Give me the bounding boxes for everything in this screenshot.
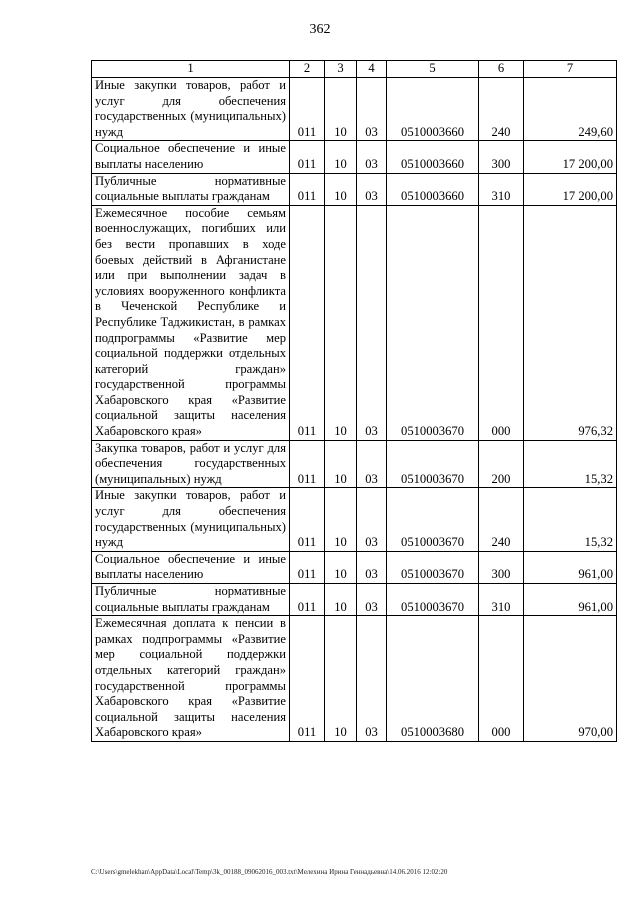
- row-target-cell: 0510003660: [387, 141, 479, 173]
- row-section-cell: 10: [325, 141, 357, 173]
- row-type-cell: 310: [479, 173, 524, 205]
- table-row: [92, 173, 617, 205]
- row-amount-cell: 249,60: [524, 78, 617, 141]
- row-amount-cell: 961,00: [524, 551, 617, 583]
- row-section-cell: 10: [325, 173, 357, 205]
- row-name-cell: Публичные нормативные социальные выплаты гражданам: [92, 584, 290, 616]
- row-type-cell: 000: [479, 616, 524, 742]
- page-number: 362: [309, 22, 331, 37]
- row-type-cell: 240: [479, 488, 524, 551]
- row-amount-cell: 17 200,00: [524, 173, 617, 205]
- row-type-cell: 300: [479, 141, 524, 173]
- table-row: [92, 78, 617, 141]
- row-type-cell: 240: [479, 78, 524, 141]
- row-code-cell: 011: [290, 173, 325, 205]
- row-section-cell: 10: [325, 616, 357, 742]
- row-code-cell: 011: [290, 78, 325, 141]
- table-body: [92, 78, 617, 742]
- row-target-cell: 0510003670: [387, 488, 479, 551]
- row-target-cell: 0510003680: [387, 616, 479, 742]
- column-header: 7: [524, 61, 617, 78]
- row-subsection-cell: 03: [357, 440, 387, 488]
- row-subsection-cell: 03: [357, 551, 387, 583]
- column-header: 3: [325, 61, 357, 78]
- table-row: [92, 616, 617, 742]
- row-name-cell: Иные закупки товаров, работ и услуг для обеспечения государственных (муниципальных) нужд: [92, 78, 290, 141]
- row-target-cell: 0510003670: [387, 205, 479, 440]
- row-code-cell: 011: [290, 205, 325, 440]
- row-code-cell: 011: [290, 551, 325, 583]
- row-section-cell: 10: [325, 440, 357, 488]
- row-type-cell: 000: [479, 205, 524, 440]
- column-header: 1: [92, 61, 290, 78]
- row-amount-cell: 976,32: [524, 205, 617, 440]
- row-amount-cell: 961,00: [524, 584, 617, 616]
- row-target-cell: 0510003660: [387, 78, 479, 141]
- row-subsection-cell: 03: [357, 205, 387, 440]
- row-subsection-cell: 03: [357, 488, 387, 551]
- table-row: [92, 141, 617, 173]
- row-code-cell: 011: [290, 616, 325, 742]
- row-subsection-cell: 03: [357, 173, 387, 205]
- table-row: [92, 205, 617, 440]
- row-amount-cell: 15,32: [524, 488, 617, 551]
- row-code-cell: 011: [290, 584, 325, 616]
- row-target-cell: 0510003670: [387, 551, 479, 583]
- row-code-cell: 011: [290, 141, 325, 173]
- table-row: [92, 551, 617, 583]
- row-section-cell: 10: [325, 584, 357, 616]
- row-subsection-cell: 03: [357, 78, 387, 141]
- row-name-cell: Закупка товаров, работ и услуг для обеспечения государственных (муниципальных) нужд: [92, 440, 290, 488]
- row-section-cell: 10: [325, 551, 357, 583]
- column-header: 6: [479, 61, 524, 78]
- row-name-cell: Ежемесячная доплата к пенсии в рамках подпрограммы «Развитие мер социальной поддержки отдельных категорий граждан» государственной программы Хабаровского края «Развитие социальной защиты населения Хабаровского края»: [92, 616, 290, 742]
- column-header: 2: [290, 61, 325, 78]
- row-name-cell: Социальное обеспечение и иные выплаты населению: [92, 141, 290, 173]
- row-name-cell: Публичные нормативные социальные выплаты гражданам: [92, 173, 290, 205]
- row-subsection-cell: 03: [357, 616, 387, 742]
- table-row: [92, 584, 617, 616]
- table-row: [92, 488, 617, 551]
- row-code-cell: 011: [290, 488, 325, 551]
- table-row: [92, 440, 617, 488]
- row-code-cell: 011: [290, 440, 325, 488]
- row-type-cell: 300: [479, 551, 524, 583]
- row-section-cell: 10: [325, 205, 357, 440]
- row-amount-cell: 15,32: [524, 440, 617, 488]
- row-name-cell: Ежемесячное пособие семьям военнослужащих, погибших или без вести пропавших в ходе боевых действий в Афганистане или при выполнении задач в условиях вооруженного конфликта в Чеченской Республике и Республике Таджикистан, в рамках подпрограммы «Развитие мер социальной поддержки отдельных категорий граждан» государственной программы Хабаровского края «Развитие социальной защиты населения Хабаровского края»: [92, 205, 290, 440]
- row-target-cell: 0510003670: [387, 440, 479, 488]
- column-header: 5: [387, 61, 479, 78]
- row-amount-cell: 970,00: [524, 616, 617, 742]
- row-type-cell: 200: [479, 440, 524, 488]
- row-subsection-cell: 03: [357, 141, 387, 173]
- row-name-cell: Иные закупки товаров, работ и услуг для обеспечения государственных (муниципальных) нужд: [92, 488, 290, 551]
- row-section-cell: 10: [325, 78, 357, 141]
- table-header-row: [92, 61, 617, 78]
- row-target-cell: 0510003670: [387, 584, 479, 616]
- row-name-cell: Социальное обеспечение и иные выплаты населению: [92, 551, 290, 583]
- row-target-cell: 0510003660: [387, 173, 479, 205]
- row-section-cell: 10: [325, 488, 357, 551]
- row-type-cell: 310: [479, 584, 524, 616]
- budget-table: [91, 60, 617, 742]
- file-path-footer: C:\Users\gmelekhan\AppData\Local\Temp\3k_00188_09062016_003.txt\Мелехина Ирина Геннадьевна\14.06.2016 12:02:20: [91, 868, 448, 876]
- row-subsection-cell: 03: [357, 584, 387, 616]
- column-header: 4: [357, 61, 387, 78]
- row-amount-cell: 17 200,00: [524, 141, 617, 173]
